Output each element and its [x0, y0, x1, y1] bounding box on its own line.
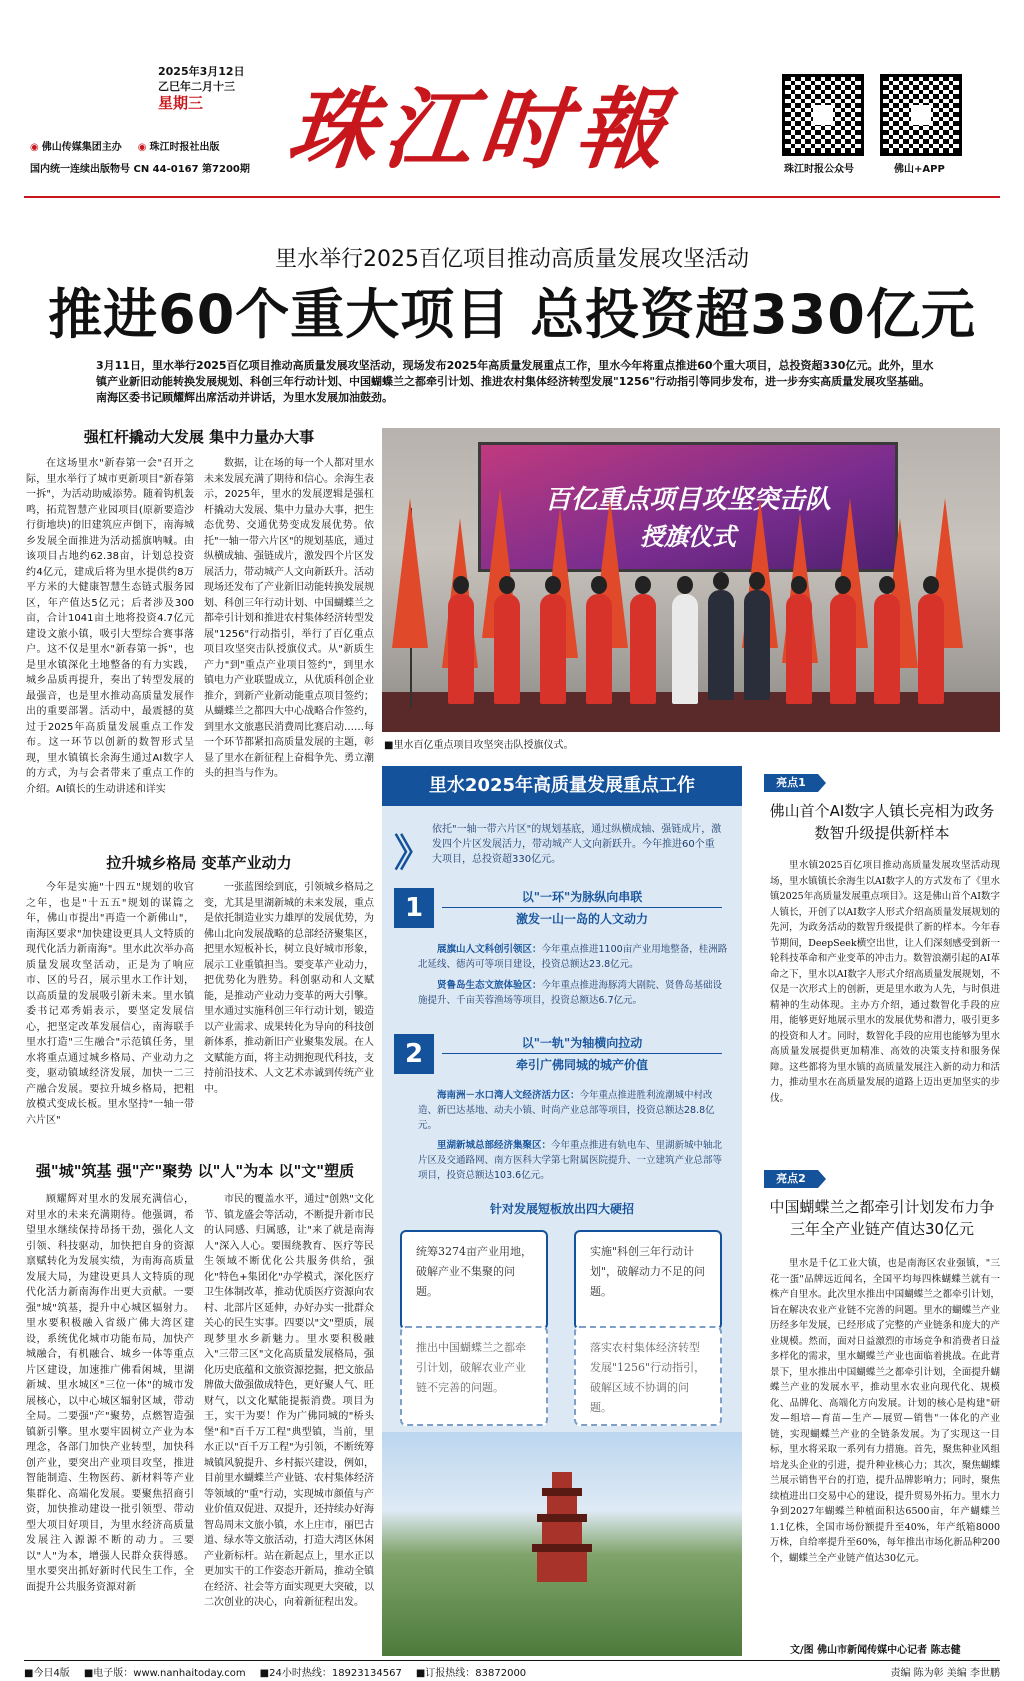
item-name: 展旗山人文科创引领区：: [437, 944, 542, 955]
point-1-subtitle: 激发一山一岛的人文动力: [515, 912, 648, 926]
point-1-title: 以"一环"为脉纵向串联: [521, 890, 643, 904]
ceremony-photo[interactable]: [382, 428, 1000, 732]
key-work-panel: [382, 766, 742, 1656]
person-figure: [830, 594, 856, 704]
person-figure: [630, 594, 656, 704]
weekday: 星期三: [158, 94, 204, 112]
date-box: [158, 64, 268, 111]
person-figure: [708, 590, 734, 700]
highlight-1-title: 佛山首个AI数字人镇长亮相为政务数智升级提供新样本: [769, 802, 995, 842]
lunar-date: 乙巳年二月十三: [158, 80, 235, 93]
item-text: 今年重点推进有轨电车、里湖新城中轴北片区及交通路网、南方医科大学第七附属医院提升、一立建筑产业总部等项目，投资总额达103.6亿元。: [418, 1140, 723, 1181]
panel-intro: 依托"一轴一带六片区"的规划基底，通过纵横成轴、强链成片，激发四个片区发展活力，带动城产人文向新跃升。今年推进60个重大项目，总投资超330亿元。: [432, 824, 722, 865]
highlight-2-text: 里水是千亿工业大镇，也是南海区农业强镇，"三花一蛋"品牌远近闻名，全国平均每四株蝴蝶兰就有一株产自里水。此次里水推出中国蝴蝶兰之都牵引计划，旨在解决农业产业链不完善的问题。里水的蝴蝶兰产业历经多年发展，已经形成了完整的产业链条和庞大的产业规模。然而，面对日益激烈的市场竞争和消费者日益多样化的需求，里水蝴蝶兰产业也面临着挑战。在此背景下，里水推出中国蝴蝶兰之都牵引计划，全面提升蝴蝶兰产业的发展水平，推动里水农业向现代化、规模化、品牌化、高端化方向发展。计划的核心是构建"研发—组培—育苗—生产—展贸—销售"一体化的产业链，实现蝴蝶兰产业的全链条发展。为了实现这一目标，里水将采取一系列有力措施。首先，聚焦种业风组培龙头企业的引进，提升种业核心力；其次，聚焦蝴蝶兰展示销售平台的打造，提升品牌影响力；同时，聚焦续植进出口交易中心的建设，提升贸易外拓力。里水力争到2027年蝴蝶兰种植面积达6500亩，年产蝴蝶兰1.1亿株，全国市场份额提升至40%，年产纸箱8000万株，自给率提升至60%，每年推出市场化新品种200个，蝴蝶兰全产业链产值达30亿元。: [770, 1258, 1000, 1564]
section-1-title: 强杠杆撬动大发展 集中力量办大事: [83, 428, 315, 446]
pagoda-icon: [532, 1472, 592, 1582]
stage-subtitle: 授旗仪式: [640, 523, 736, 551]
item-text: 今年重点推进1100亩产业用地整备，桂洲路北延线、德芮可等项目建设，投资总额达23.8亿元。: [418, 944, 728, 970]
person-figure: [494, 594, 520, 704]
highlight-1-badge: 亮点1: [764, 774, 818, 792]
footer-website-link[interactable]: ■电子版：www.nanhaitoday.com: [83, 1668, 246, 1679]
section-3-col-1: 顾耀辉对里水的发展充满信心，对里水的未来充满期待。他强调，希望里水继续保持昂扬干劲，强化人文引领、科技驱动，加快把自身的资源禀赋转化为发展实绩，为南海高质量发展大局，为建设更具人文特质的现代化活力新南海作出更大贡献。一要强"城"筑基，提升中心城区辐射力。里水要积极融入省级广佛大湾区建设，系统优化城市功能布局，加快产城融合，有机融合、城乡一体等重点片区建设，加速推广佛看闲城，里湖新城、里水城区"三位一体"的城市发展核心，以中心城区辐射区域，带动全局。二要强"产"聚势，点燃智造强镇新引擎。里水要牢固树立产业为本理念，各部门加快产业转型，加快科创产业，要突出产业项目攻坚，推进智能制造、生物医药、新材料等产业集群化、高端化发展。要聚焦招商引资，加快推动建设一批引领型、带动型大项目好项目，为里水经济高质量发展注入源源不断的动力。三要以"人"为本，增强人民群众获得感。里水要突出抓好新时代民生工作，全面提升公共服务资源对新: [26, 1194, 194, 1593]
highlight-1-text: 里水镇2025百亿项目推动高质量发展攻坚活动现场，里水镇镇长余海生以AI数字人的方式发布了《里水镇2025年高质量发展重点项目》。这是佛山首个AI数字人镇长，开创了以AI数字人形式介绍高质量发展规划的先河，为政务活动的数智升级提供了新的样本。今年春节期间，DeepSeek横空出世，让人们深刻感受到新一轮科技革命和产业变革的冲击力。数智浪潮引起的AI革命之下，里水以AI数字人形式介绍高质量发展规划，不仅是一次形式上的创新，更是里水敢为人先，与时俱进精神的生动体现。主办方介绍，通过数智化手段的应用，能够更好地展示里水的发展优势和潜力，吸引更多的投资和人才。同时，数智化手段的应用也能够为里水高质量发展提供更加精准、高效的决策支持和服务保障。这些都将为里水镇的高质量发展注入新的动力和活力，推动里水在高质量发展的道路上迈出更加坚实的步伐。: [770, 860, 1000, 1104]
publisher-orgs: [30, 138, 219, 153]
point-1-badge: 1: [394, 888, 434, 928]
issn-line: 国内统一连续出版物号 CN 44-0167 第7200期: [30, 164, 250, 175]
measure-card-3: 推出中国蝴蝶兰之都牵引计划，破解农业产业链不完善的问题。: [400, 1326, 548, 1426]
section-1-col-1: 在这场里水"新春第一会"召开之际，里水举行了城市更新项目"新春第一拆"，为活动助威添势。随着钩机轰鸣，拓荒智慧产业园项目(原新要造沙行街地块)的旧建筑应声倒下，南海城乡发展全面推进为活动摇旗呐喊。由该项目占地约62.38亩，计划总投资约4亿元，建成后将为里水提供约8万平方米的大健康智慧生态链式服务园区，年产值达5亿元；后者涉及300亩，合计1041亩土地将投资4.7亿元建设文旅小镇，吸引大型综合赛事落户。这不仅是里水"新春第一拆"，也是里水镇深化土地整备的有力实践，城乡品质再提升，奏出了转型发展的最强音，也是里水推动高质量发展作出的重要部署。活动中，最震撼的莫过于2025年高质量发展重点工作发布。这一环节以创新的数智形式呈现，里水镇镇长余海生通过AI数字人的方式，为与会者带来了重点工作的介绍。AI镇长的生动讲述和详实: [26, 458, 194, 795]
wechat-qr-code[interactable]: [782, 74, 864, 156]
point-2-badge: 2: [394, 1034, 434, 1074]
footer-hotline: ■24小时热线：18923134567: [259, 1668, 402, 1679]
footer-editors: 责编 陈为彰 美编 李世鹏: [890, 1668, 1000, 1679]
section-3-title: 强"城"筑基 强"产"聚势 以"人"为本 以"文"塑质: [35, 1162, 355, 1180]
section-1-col-2: 数据，让在场的每一个人都对里水未来发展充满了期待和信心。余海生表示，2025年，里水的发展逻辑是强杠杆撬动大发展、集中力量办大事，把生态优势、交通优势变成发展优势。依托"一轴一带六片区"的规划基底，通过纵横成轴、强链成片，激发四个片区发展活力，带动城产人文向新跃升。活动现场还发布了产业新旧动能转换发展规划、科创三年行动计划、中国蝴蝶兰之都牵引计划和推进农村集体经济转型发展"1256"行动指引，举行了百亿重点项目攻坚突击队授旗仪式。从"新质生产力"到"重点产业项目签约"，到里水镇电力产业联盟成立，从优质科创企业推介，到新产业新动能重点项目签约；从蝴蝶兰之都四大中心战略合作签约，到里水文旅惠民消费周比赛启动……每一个环节都紧扣高质量发展的主题，彰显了里水在新征程上奋楫争先、勇立潮头的担当与作为。: [204, 458, 374, 779]
measure-card-2: 实施"科创三年行动计划"，破解动力不足的问题。: [574, 1230, 722, 1330]
wechat-qr-label: 珠江时报公众号: [784, 164, 854, 175]
highlight-2-title: 中国蝴蝶兰之都牵引计划发布力争三年全产业链产值达30亿元: [769, 1198, 995, 1238]
footer-subscribe-line: ■订报热线：83872000: [415, 1668, 527, 1679]
point-2-subtitle: 牵引广佛同城的城产价值: [515, 1058, 648, 1072]
quote-mark-icon: 》: [394, 831, 433, 875]
point-1-item-2: [418, 978, 728, 1008]
person-figure: [540, 594, 566, 704]
org-publisher: ◉ 珠江时报社出版: [138, 138, 220, 153]
masthead-divider: [24, 196, 1000, 198]
app-qr-code[interactable]: [880, 74, 962, 156]
person-figure: [874, 594, 900, 704]
divider: [442, 1053, 722, 1054]
stage-title: 百亿重点项目攻坚突击队: [544, 485, 831, 515]
landscape-photo[interactable]: [382, 1432, 742, 1656]
section-2-col-2: 一张蓝图绘到底，引领城乡格局之变，尤其是里湖新城的未来发展，重点是依托制造业实力雄厚的发展优势，为佛山北向发展战略的总部经济聚集区，把里水短板补长，树立良好城市形象，展示工业重镇担当。要变革产业动力，把优势化为胜势。科创驱动和人文赋能，是推动产业动力变革的两大引擎。里水通过实施科创三年行动计划，锻造以产业需求、成果转化为导向的科技创新体系，推动新旧产业聚集发展。在人文赋能方面，将主动拥抱现代科技，支持前沿技术、人文艺术赤诚到传统产业中。: [204, 882, 374, 1095]
divider: [442, 907, 722, 908]
section-3-col-2: 市民的覆盖水平，通过"创熟"文化节、镇龙盛会等活动，不断提升新市民的认同感、归属感，让"来了就是南海人"深入人心。要围绕教育、医疗等民生领域不断优化公共服务供给，强化"特色+集团化"办学模式，深化医疗卫生体制改革，推动优质医疗资源向农村、北部片区延伸，办好办实一批群众关心的民生实事。四要以"文"塑质，展现梦里水乡新魅力。里水要积极融入"三带三区"文化高质量发展格局，强化历史底蕴和文旅资源挖掘，把文旅品牌做大做强做成特色，更好聚人气、旺财气，以文化赋能提振消费。项目为王，实干为要！作为广佛同城的"桥头堡"和"百千万工程"典型镇，当前，里水正以"百千万工程"为引领，不断统筹城镇风貌提升、乡村振兴建设，例如，目前里水蝴蝶兰产业链、农村集体经济等领域的"重"行动，实现城市颜值与产业价值双促进、双提升，还持续办好海智岛周末文旅小镇，水上庄市，丽巴古道、绿水等文旅活动，打造大湾区休闲产业新标杆。站在新起点上，里水正以更加实干的工作姿态开新局，推动全镇在经济、社会等方面实现更大突破，以二次创业的决心，向着新征程出发。: [204, 1194, 374, 1608]
footer-page-count: ■今日4版: [24, 1668, 70, 1679]
org-host: ◉ 佛山传媒集团主办: [30, 138, 122, 153]
app-qr-label: 佛山+APP: [894, 164, 945, 175]
point-2-item-1: [418, 1088, 728, 1133]
point-1-item-1: [418, 942, 728, 972]
person-figure: [786, 594, 812, 704]
panel-title: 里水2025年高质量发展重点工作: [382, 766, 742, 806]
headline-kicker: 里水举行2025百亿项目推动高质量发展攻坚活动: [275, 247, 749, 272]
four-measures-title: 针对发展短板放出四大硬招: [489, 1202, 634, 1216]
person-figure: [918, 594, 944, 704]
item-text: 今年重点推进胜利流潮城中村改造、新巴达基地、动夫小镇、时尚产业总部等项目，投资总额达28.8亿元。: [418, 1090, 715, 1131]
item-name: 里湖新城总部经济集聚区：: [437, 1140, 552, 1151]
main-headline[interactable]: 推进60个重大项目 总投资超330亿元: [48, 283, 976, 346]
point-2-item-2: [418, 1138, 728, 1183]
newspaper-logo[interactable]: 珠江时報: [282, 77, 678, 181]
point-2-title: 以"一轨"为轴横向拉动: [521, 1036, 643, 1050]
item-text: 今年重点推进海豚湾大剧院、贤鲁岛基础设施提升、千亩芙蓉渔场等项目，投资总额达6.7亿元。: [418, 980, 723, 1006]
lead-paragraph: 3月11日，里水举行2025百亿项目推动高质量发展攻坚活动，现场发布2025年高质量发展重点工作，里水今年将重点推进60个重大项目，总投资超330亿元。此外，里水镇产业新旧动能转换发展规划、科创三年行动计划、中国蝴蝶兰之都牵引计划、推进农村集体经济转型发展"1256"行动指引等同步发布，进一步夯实高质量发展攻坚基础。南海区委书记顾耀辉出席活动并讲话，为里水发展加油鼓劲。: [96, 359, 934, 404]
measure-card-4: 落实农村集体经济转型发展"1256"行动指引，破解区域不协调的问题。: [574, 1326, 722, 1426]
item-name: 海南洲－水口湾人文经济活力区：: [437, 1090, 580, 1101]
photo-caption: ■里水百亿重点项目攻坚突击队授旗仪式。: [384, 740, 574, 751]
issue-date: 2025年3月12日: [158, 65, 245, 78]
person-figure: [586, 594, 612, 704]
person-figure: [672, 594, 698, 704]
section-2-col-1: 今年是实施"十四五"规划的收官之年，也是"十五五"规划的谋篇之年，佛山市提出"再造一个新佛山"，南海区要求"加快建设更具人文特质的现代化活力新南海"。里水此次举办高质量发展攻坚活动，正是为了响应市、区的号召，展示里水工作计划，以高质量的发展吸引新未来。里水镇委书记邓秀娟表示，要坚定发展信心，把坚定改革发展信心，南海联手里水打造"三生融合"示范镇任务，里水将重点通过城乡格局、产业动力之变，驱动镇域经济发展，加快一二三产融合发展。要拉升城乡格局，把粗放模式变成长板。里水坚持"一轴一带六片区": [26, 882, 194, 1126]
person-figure: [744, 590, 770, 700]
highlight-2-badge: 亮点2: [764, 1170, 818, 1188]
person-figure: [448, 594, 474, 704]
item-name: 贤鲁岛生态文旅体验区：: [437, 980, 542, 991]
flag-icon: [392, 498, 428, 648]
measure-card-1: 统筹3274亩产业用地，破解产业不集聚的问题。: [400, 1230, 548, 1330]
footer: [24, 1664, 1000, 1679]
footer-divider: [24, 1660, 1000, 1661]
byline: 文/图 佛山市新闻传媒中心记者 陈志健: [790, 1645, 961, 1656]
section-2-title: 拉升城乡格局 变革产业动力: [106, 854, 292, 872]
masthead: [24, 56, 1000, 196]
